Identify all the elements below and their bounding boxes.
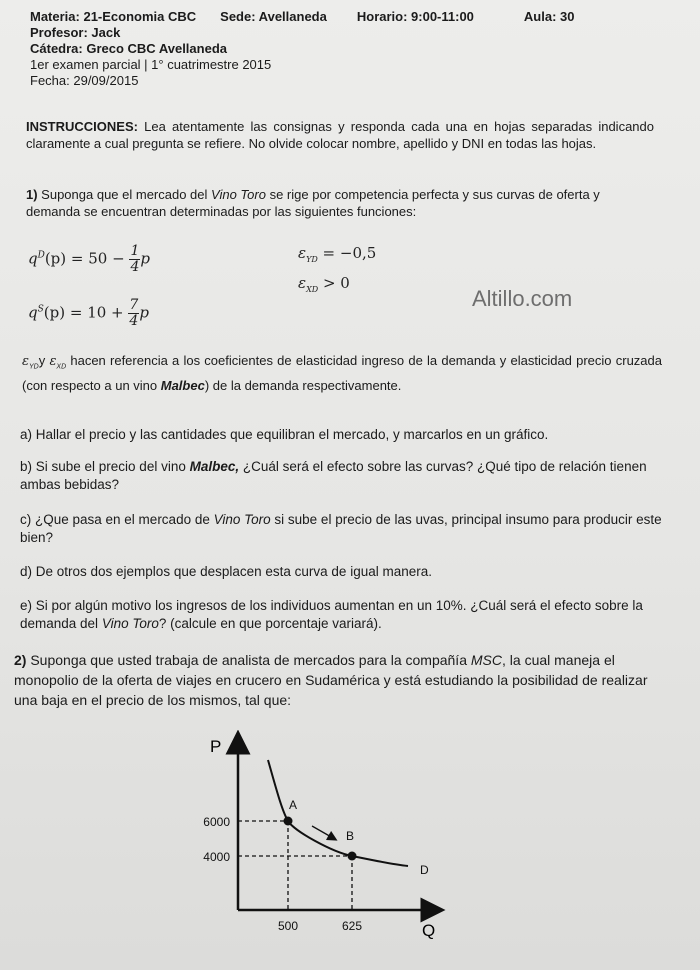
demand-var: p — [140, 249, 150, 268]
demand-q: q — [28, 249, 38, 268]
demand-curve — [268, 760, 408, 866]
q1c-text-a: c) ¿Que pasa en el mercado de — [20, 512, 214, 527]
eps-sym-2: ε — [49, 354, 57, 369]
demand-sup: D — [37, 250, 45, 261]
q1c-text-b: si sube el precio de las uvas, principal insumo para producir este bien? — [20, 512, 662, 545]
q1b-text-a: b) Si sube el precio del vino — [20, 459, 190, 474]
q1b-malbec: Malbec, — [189, 459, 240, 474]
demand-chart — [190, 730, 450, 945]
professor-label: Profesor: Jack — [30, 25, 121, 40]
chair-label: Cátedra: Greco CBC Avellaneda — [30, 41, 227, 56]
exam-date: Fecha: 29/09/2015 — [30, 73, 139, 88]
eps-xd-value: > 0 — [318, 274, 350, 292]
question-2 — [14, 650, 674, 710]
eps-yd: ε — [298, 244, 307, 262]
question-1-intro — [26, 186, 652, 220]
q1-intro-text-b: se rige por competencia perfecta y sus curvas de oferta y demanda se encuentran determinadas por las siguientes funciones: — [26, 187, 600, 219]
eps-and: y — [38, 353, 50, 368]
eps-sym-1: ε — [22, 354, 29, 369]
supply-q: q — [28, 303, 38, 322]
q2-company: MSC — [470, 652, 502, 668]
schedule-label: Horario: 9:00-11:00 — [356, 9, 474, 24]
supply-equation — [28, 298, 149, 329]
supply-fraction — [128, 298, 139, 329]
eps-yd-sub: YD — [306, 255, 318, 264]
x-axis-label: Q — [422, 921, 436, 940]
eps-sub-2: XD — [56, 363, 67, 371]
supply-sup: S — [37, 304, 44, 315]
demand-mid: (p) = 50 − — [44, 249, 125, 268]
q1c-product: Vino Toro — [213, 512, 271, 527]
point-a-label: A — [289, 798, 298, 812]
exam-header — [30, 9, 680, 89]
demand-fraction — [129, 244, 140, 275]
eps-xd-sub: XD — [306, 285, 319, 294]
q1e-product: Vino Toro — [101, 616, 159, 631]
q1-product: Vino Toro — [211, 187, 266, 202]
eps-yd-value: = −0,5 — [317, 244, 377, 262]
x-tick-500: 500 — [277, 919, 299, 933]
demand-equation — [28, 244, 150, 275]
malbec-word: Malbec — [160, 377, 205, 393]
instructions-text: Lea atentamente las consignas y responda cada una en hojas separadas indicando claramente a cual pregunta se refiere. No olvide colocar nombre, apellido y DNI en todas las hojas. — [26, 119, 654, 151]
question-1b — [20, 458, 668, 494]
watermark: Altillo.com — [472, 286, 573, 311]
instructions-label: INSTRUCCIONES: — [26, 119, 138, 134]
room-label: Aula: 30 — [523, 9, 575, 24]
y-axis-label: P — [210, 737, 222, 756]
demand-den: 4 — [130, 259, 140, 275]
q2-text-a: Suponga que usted trabaja de analista de mercados para la compañía — [26, 652, 471, 668]
supply-mid: (p) = 10 + — [43, 303, 124, 322]
q2-text-b: , la cual maneja el monopolio de la oferta de viajes en crucero en Sudamérica y está estudiando la posibilidad de realizar una baja en el precio de los mismos, tal que: — [14, 652, 648, 708]
x-tick-625: 625 — [341, 919, 363, 933]
point-b — [348, 852, 357, 861]
subject-label: Materia: 21-Economia CBC — [30, 9, 197, 24]
question-1d: d) De otros dos ejemplos que desplacen esta curva de igual manera. — [20, 564, 432, 579]
point-a — [284, 817, 293, 826]
exam-title: 1er examen parcial | 1° cuatrimestre 2015 — [30, 57, 272, 72]
question-1-number: 1) — [26, 187, 38, 202]
question-1e — [20, 597, 668, 633]
movement-arrow — [312, 826, 333, 838]
elasticity-description — [22, 352, 662, 395]
q1e-text-a: e) Si por algún motivo los ingresos de los individuos aumentan en un 10%. ¿Cuál será el efecto sobre la demanda del — [20, 598, 643, 631]
supply-num: 7 — [129, 297, 139, 313]
cross-elasticity — [298, 274, 350, 294]
elasticity-text-b: ) de la demanda respectivamente. — [204, 377, 402, 393]
campus-label: Sede: Avellaneda — [220, 9, 327, 24]
elasticity-text-a: hacen referencia a los coeficientes de elasticidad ingreso de la demanda y elasticidad precio cruzada (con respecto a un vino — [22, 353, 662, 393]
instructions — [26, 118, 654, 152]
q1e-text-b: ? (calcule en que porcentaje variará). — [158, 616, 382, 631]
question-1a: a) Hallar el precio y las cantidades que equilibran el mercado, y marcarlos en un gráfico. — [20, 427, 549, 442]
supply-den: 4 — [129, 313, 139, 329]
eps-xd: ε — [298, 274, 307, 292]
income-elasticity — [298, 244, 376, 264]
question-2-number: 2) — [14, 652, 27, 668]
curve-d-label: D — [420, 863, 429, 877]
q1b-text-b: ¿Cuál será el efecto sobre las curvas? ¿Qué tipo de relación tienen ambas bebidas? — [20, 459, 647, 492]
q1-intro-text-a: Suponga que el mercado del — [37, 187, 212, 202]
question-1c — [20, 511, 668, 547]
demand-num: 1 — [130, 243, 140, 259]
point-b-label: B — [346, 829, 355, 843]
y-tick-6000: 6000 — [203, 815, 230, 829]
y-tick-4000: 4000 — [203, 850, 230, 864]
eps-sub-1: YD — [28, 363, 39, 371]
supply-var: p — [139, 303, 149, 322]
